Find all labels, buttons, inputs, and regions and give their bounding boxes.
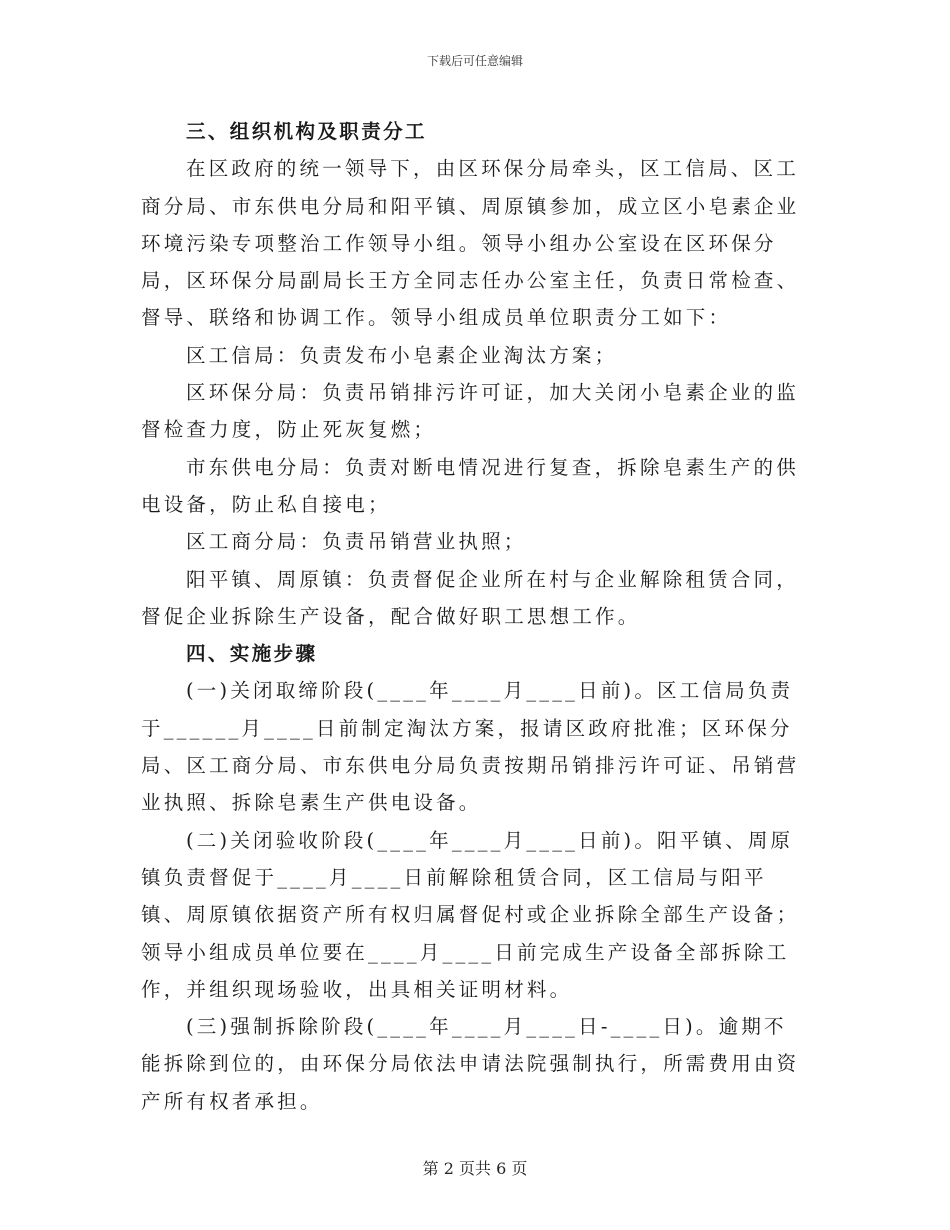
paragraph-step-2: (二)关闭验收阶段(____年____月____日前)。阳平镇、周原镇负责督促于____月____日前解除租赁合同，区工信局与阳平镇、周原镇依据资产所有权归属督促村或企业拆除全部生产设备；领导小组成员单位要在____月____日前完成生产设备全部拆除工作，并组织现场验收，出具相关证明材料。 [141, 828, 800, 1001]
paragraph-leadership: 在区政府的统一领导下，由区环保分局牵头，区工信局、区工商分局、市东供电分局和阳平镇、周原镇参加，成立区小皂素企业环境污染专项整治工作领导小组。领导小组办公室设在区环保分局，区环保分局副局长王方全同志任办公室主任，负责日常检查、督导、联络和协调工作。领导小组成员单位职责分工如下： [141, 157, 800, 330]
paragraph-environment-bureau: 区环保分局：负责吊销排污许可证，加大关闭小皂素企业的监督检查力度，防止死灰复燃； [141, 381, 799, 442]
paragraph-commerce-bureau: 区工商分局：负责吊销营业执照； [186, 530, 527, 554]
section-heading-3: 三、组织机构及职责分工 [186, 120, 427, 143]
page-header-note: 下载后可任意编辑 [426, 54, 523, 68]
page-number: 第 2 页共 6 页 [422, 1159, 528, 1178]
paragraph-industry-bureau: 区工信局：负责发布小皂素企业淘汰方案； [186, 343, 618, 367]
section-heading-4: 四、实施步骤 [186, 642, 318, 666]
paragraph-towns: 阳平镇、周原镇：负责督促企业所在村与企业解除租赁合同，督促企业拆除生产设备，配合做好职工思想工作。 [141, 567, 799, 628]
document-body [141, 113, 809, 1120]
paragraph-step-3: (三)强制拆除阶段(____年____月____日-____日)。逾期不能拆除到位的，由环保分局依法申请法院强制执行，所需费用由资产所有权者承担。 [141, 1015, 800, 1113]
paragraph-power-bureau: 市东供电分局：负责对断电情况进行复查，拆除皂素生产的供电设备，防止私自接电； [141, 455, 799, 516]
paragraph-step-1: (一)关闭取缔阶段(____年____月____日前)。区工信局负责于______月____日前制定淘汰方案，报请区政府批准；区环保分局、区工商分局、市东供电分局负责按期吊销排污许可证、吊销营业执照、拆除皂素生产供电设备。 [141, 679, 800, 815]
